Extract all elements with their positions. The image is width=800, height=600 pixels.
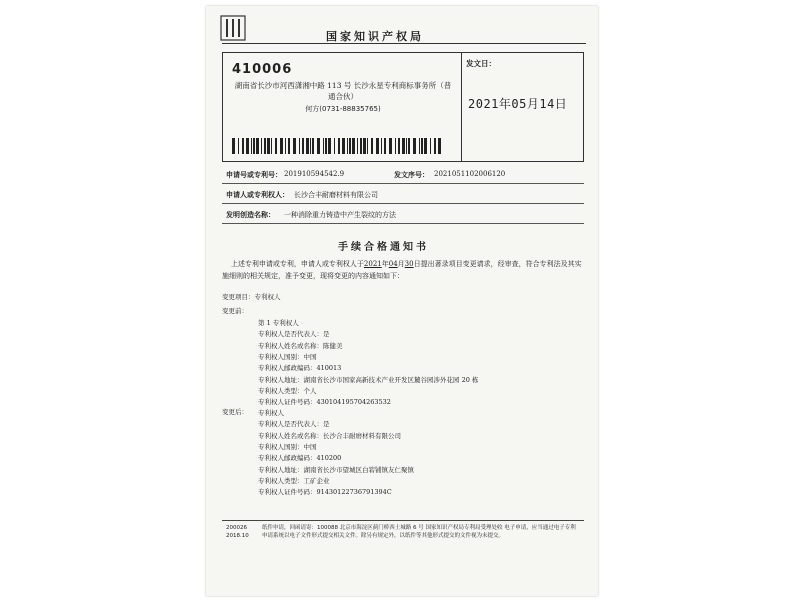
after-line: 专利权人国别：中国 (258, 442, 317, 451)
cnipa-logo-icon (218, 13, 248, 43)
after-line: 专利权人证件号码：91430122736791394C (258, 488, 392, 497)
header-divider (222, 43, 586, 44)
before-label: 变更前： (222, 307, 248, 315)
before-line: 专利权人类型：个人 (258, 386, 317, 395)
intro-day: 30 (404, 260, 414, 268)
form-code (226, 524, 249, 540)
doc-no-value: 2021051102006120 (434, 170, 506, 178)
footer-divider (222, 520, 584, 521)
after-line: 专利权人地址：湖南省长沙市望城区白箬铺镇友仁聚镇 (258, 465, 414, 474)
after-line: 专利权人类型：工矿企业 (258, 476, 330, 485)
app-no-value: 201910594542.9 (284, 170, 345, 178)
applicant-row (222, 186, 584, 204)
dispatch-date-label: 发文日： (466, 59, 496, 68)
before-line: 专利权人国别：中国 (258, 352, 317, 361)
doc-no-label: 发文序号： (394, 170, 429, 179)
invention-row (222, 206, 584, 224)
barcode (232, 138, 444, 154)
after-line: 专利权人是否代表人：是 (258, 420, 330, 429)
app-no-label: 申请号或专利号： (226, 170, 282, 179)
recipient-contact: 何方(0731-88835765) (305, 105, 381, 113)
after-label: 变更后： (222, 408, 248, 416)
applicant-label: 申请人或专利权人： (226, 190, 289, 199)
intro-year: 2021 (363, 260, 382, 268)
after-line: 专利权人姓名或名称：长沙合丰耐磨材料有限公司 (258, 431, 401, 440)
before-line: 专利权人是否代表人：是 (258, 330, 330, 339)
change-item: 变更项目：专利权人 (222, 293, 281, 301)
application-number-row (222, 166, 584, 184)
intro-year-unit: 年 (381, 260, 389, 268)
intro-part1: 上述专利申请或专利，申请人或专利权人于 (230, 260, 364, 268)
notice-intro (222, 258, 582, 282)
office-title: 国家知识产权局 (326, 30, 424, 43)
dispatch-date: 2021年05月14日 (468, 97, 568, 111)
address-box-divider (461, 53, 462, 161)
notice-title: 手续合格通知书 (338, 242, 429, 253)
after-line: 专利权人邮政编码：410200 (258, 454, 342, 463)
before-line: 专利权人证件号码：430104195704263532 (258, 398, 391, 407)
invention-value: 一种消除重力铸造中产生裂纹的方法 (284, 211, 396, 219)
invention-label: 发明创造名称： (226, 210, 275, 219)
before-line: 专利权人姓名或名称：陈健美 (258, 341, 343, 350)
form-code-date: 2018.10 (226, 533, 249, 539)
before-line: 专利权人地址：湖南省长沙市国家高新技术产业开发区麓谷园涉外花园 20 栋 (258, 375, 479, 384)
form-code-number: 200026 (226, 525, 247, 531)
intro-month-unit: 月 (397, 260, 405, 268)
recipient-address: 湖南省长沙市河西潇湘中路 113 号 长沙永星专利商标事务所（普通合伙） (234, 81, 452, 101)
footer-text: 纸件申请，回函请寄：100088 北京市海淀区蓟门桥西土城路 6 号 国家知识产权局专利局受理处收 电子申请，应当通过电子专利申请系统以电子文件形式提交相关文件。除另有规定外，以纸件等其他形式提交的文件视为未提交。 (262, 525, 576, 539)
applicant-value: 长沙合丰耐磨材料有限公司 (294, 191, 378, 199)
before-line: 专利权人邮政编码：410013 (258, 364, 342, 373)
intro-part2: 日提出著录项目变更请求，经审查，符合专利法及其实施细则的相关规定，准予变更，现将变更的内容通知如下： (222, 260, 582, 280)
after-line: 专利权人 (258, 409, 284, 417)
recipient-postcode: 410006 (232, 62, 293, 77)
before-line: 第 1 专利权人 (258, 319, 299, 327)
intro-month: 04 (388, 260, 398, 268)
